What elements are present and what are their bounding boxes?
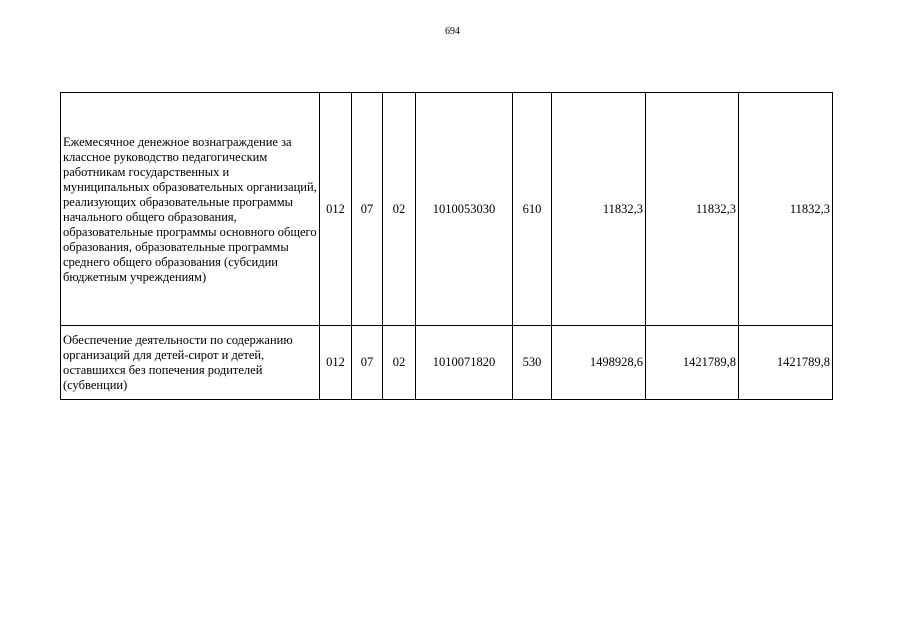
row-ministry-code: 012 <box>320 93 352 326</box>
table-row <box>61 93 833 326</box>
row-amount-3: 11832,3 <box>739 93 833 326</box>
row-amount-1: 1498928,6 <box>552 326 646 400</box>
row-description: Ежемесячное денежное вознаграждение за классное руководство педагогическим работникам государственных и муниципальных образовательных организаций, реализующих образовательные программы начального общего образования, образовательные программы основного общего образования, образовательные программы среднего общего образования (субсидии бюджетным учреждениям) <box>61 93 320 326</box>
row-amount-2: 1421789,8 <box>646 326 739 400</box>
row-subsection-code: 02 <box>383 93 416 326</box>
row-subsection-code: 02 <box>383 326 416 400</box>
row-section-code: 07 <box>352 93 383 326</box>
row-expense-type: 610 <box>513 93 552 326</box>
page-number: 694 <box>445 26 460 37</box>
row-target-article: 1010053030 <box>416 93 513 326</box>
row-section-code: 07 <box>352 326 383 400</box>
row-expense-type: 530 <box>513 326 552 400</box>
row-ministry-code: 012 <box>320 326 352 400</box>
row-description: Обеспечение деятельности по содержанию организаций для детей-сирот и детей, оставшихся без попечения родителей (субвенции) <box>61 326 320 400</box>
row-amount-3: 1421789,8 <box>739 326 833 400</box>
table-row <box>61 326 833 400</box>
row-amount-2: 11832,3 <box>646 93 739 326</box>
row-amount-1: 11832,3 <box>552 93 646 326</box>
row-target-article: 1010071820 <box>416 326 513 400</box>
budget-table <box>60 92 833 400</box>
